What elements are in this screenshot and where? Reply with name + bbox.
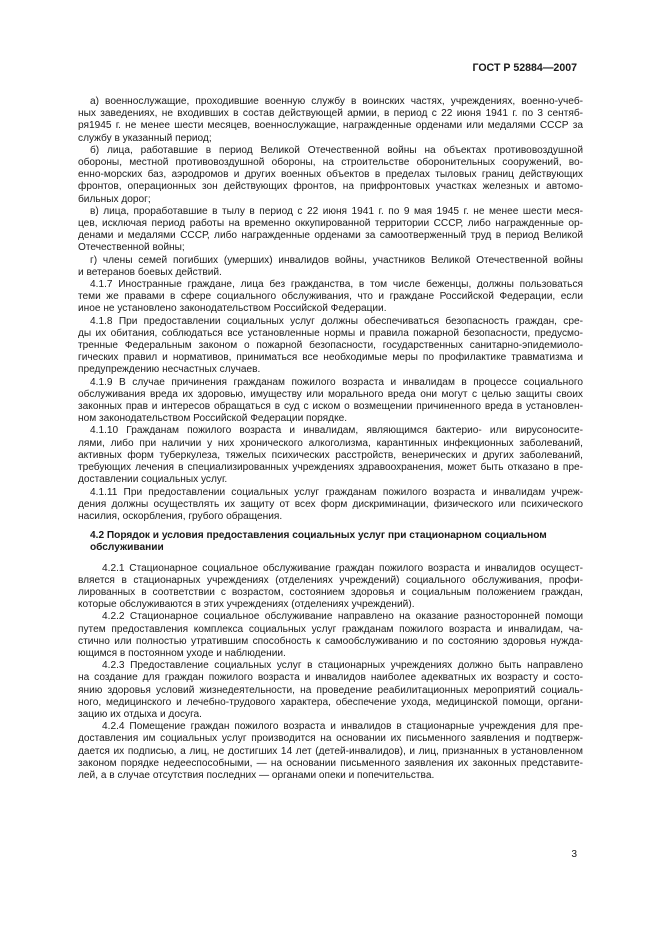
body-text [78,96,583,782]
text-line: на создание для граждан пожилого возраста и инвалидов наиболее адекватных их возрасту и состо- [78,672,583,684]
text-line: требующих лечения в специализированных учреждениях здравоохранения, может быть отказано в пре- [78,462,583,474]
spacer [78,523,583,530]
text-line: лированных в соответствии с возрастом, состоянием здоровья и социальным положением граждан, [78,586,583,598]
text-line: дается их подписью, а лиц, не достигших 14 лет (детей-инвалидов), и лиц, признанных в установленном [78,745,583,757]
text-line: 4.2.4 Помещение граждан пожилого возраста и инвалидов в стационарные учреждения для пре- [102,721,583,733]
text-line: обслуживания вреда их здоровью, имуществу или морального вреда они могут с целью защиты своих [78,388,583,400]
text-line: службу в указанный период; [78,132,212,144]
text-line: ды их обитания, соблюдаться все установленные нормы и правила пожарной безопасности, предусмо- [78,327,583,339]
text-line: стично или полностью утратившим способность к самообслуживанию и по состоянию здоровья нужда- [78,635,583,647]
text-line: зацию их отдыха и досуга. [78,708,203,720]
text-line: а) военнослужащие, проходившие военную службу в воинских частях, учреждениях, военно-учеб- [90,96,583,107]
text-line: фронтов, операционных зон действующих фронтов, на прифронтовых участках железных и автомо- [78,181,583,193]
text-line: иное не установлено законодательством Российской Федерации. [78,303,387,315]
text-line: ющимся в постоянном уходе и наблюдении. [78,647,286,659]
section-heading-cont: обслуживании [90,542,164,554]
section-heading: 4.2 Порядок и условия предоставления социальных услуг при стационарном социальном [90,530,547,542]
text-line: ря1945 г. не менее шести месяцев, военнослужащие, награжденные орденами или медалями СССР за [78,120,583,132]
text-line: 4.2.1 Стационарное социальное обслуживание граждан пожилого возраста и инвалидов осущест- [102,562,583,574]
text-line: которые обслуживаются в этих учреждениях (отделениях учреждений). [78,599,415,611]
text-line: 4.2.2 Стационарное социальное обслуживание направлено на оказание разносторонней помощи [102,611,583,623]
text-line: янию здоровья условий жизнедеятельности, на проведение реабилитационных мероприятий социаль- [78,684,583,696]
text-line: ном законодательством Российской Федерации порядке. [78,413,348,425]
text-line: денами и медалями СССР, либо награжденные орденами за самоотверженный труд в период Великой [78,230,583,242]
text-line: доставлении социальных услуг. [78,474,228,486]
text-line: 4.1.11 При предоставлении социальных услуг гражданам пожилого возраста и инвалидам учреж- [90,486,583,498]
text-line: путем предоставления комплекса социальных услуг гражданам пожилого возраста и инвалидам, ча- [78,623,583,635]
text-line: законных прав и интересов обращаться в суд с иском о возмещении причиненного вреда в установлен- [78,401,583,413]
text-line: насилия, оскорбления, грубого обращения. [78,510,283,522]
text-line: активных форм туберкулеза, тяжелых психических расстройств, венерических и других заболеваний, [78,449,583,461]
page-number: 3 [571,849,577,860]
text-line: вляется в стационарных учреждениях (отделениях учреждений) социального обслуживания, профи- [78,574,583,586]
text-line: доставления им социальных услуг производится на основании их письменного заявления и подтверж- [78,733,583,745]
text-line: цев, исключая период работы на временно оккупированной территории СССР, либо награжденные ор- [78,218,583,230]
text-line: енно-морских баз, аэродромов и других военных объектов в пределах тыловых границ действующих [78,169,583,181]
text-line: бильных дорог; [78,193,151,205]
text-line: теми же правами в сфере социального обслуживания, что и граждане Российской Федерации, если [78,291,583,303]
text-line: предупреждению несчастных случаев. [78,364,261,376]
text-line: в) лица, проработавшие в тылу в период с 22 июня 1941 г. по 9 мая 1945 г. не менее шести меся- [90,205,583,217]
text-line: гических правил и нормативов, приниматься все необходимые меры по профилактике травматизма и [78,352,583,364]
text-line: 4.1.7 Иностранные граждане, лица без гражданства, в том числе беженцы, должны пользоваться [90,279,583,291]
text-line: 4.1.8 При предоставлении социальных услуг должны обеспечиваться безопасность граждан, сре- [90,315,583,327]
text-line: лей, а в случае отсутствия последних — органами опеки и попечительства. [78,769,435,781]
text-line: дения должны осуществлять их защиту от всех форм дискриминации, физического или психического [78,498,583,510]
text-line: г) члены семей погибших (умерших) инвалидов войны, участников Великой Отечественной войны [90,254,583,266]
text-line: лями, либо при наличии у них хронического алкоголизма, карантинных инфекционных заболеваний, [78,437,583,449]
text-line: 4.1.9 В случае причинения гражданам пожилого возраста и инвалидам в процессе социального [90,376,583,388]
text-line: 4.2.3 Предоставление социальных услуг в стационарных учреждениях должно быть направлено [102,660,583,672]
text-line: и ветеранов боевых действий. [78,266,222,278]
text-line: Отечественной войны; [78,242,185,254]
text-line: 4.1.10 Гражданам пожилого возраста и инвалидам, являющимся бактерио- или вирусоносите- [90,425,583,437]
standard-number: ГОСТ Р 52884—2007 [472,62,577,74]
text-line: тренные Федеральным законом о пожарной безопасности, государственных санитарно-эпидемиоло- [78,340,583,352]
text-line: ного, медицинского и лечебно-трудового характера, обеспечение ухода, медицинской помощи, органи- [78,696,583,708]
text-line: законом порядке недееспособными, — на основании письменного заявления их законных представите- [78,757,583,769]
text-line: обороны, местной противовоздушной обороны, на строительстве оборонительных сооружений, во- [78,157,583,169]
spacer [78,555,583,563]
text-line: ных заведениях, не входивших в состав действующей армии, в период с 22 июня 1941 г. по 3 сентяб- [78,108,583,120]
text-line: б) лица, работавшие в период Великой Отечественной войны на объектах противовоздушной [90,144,583,156]
